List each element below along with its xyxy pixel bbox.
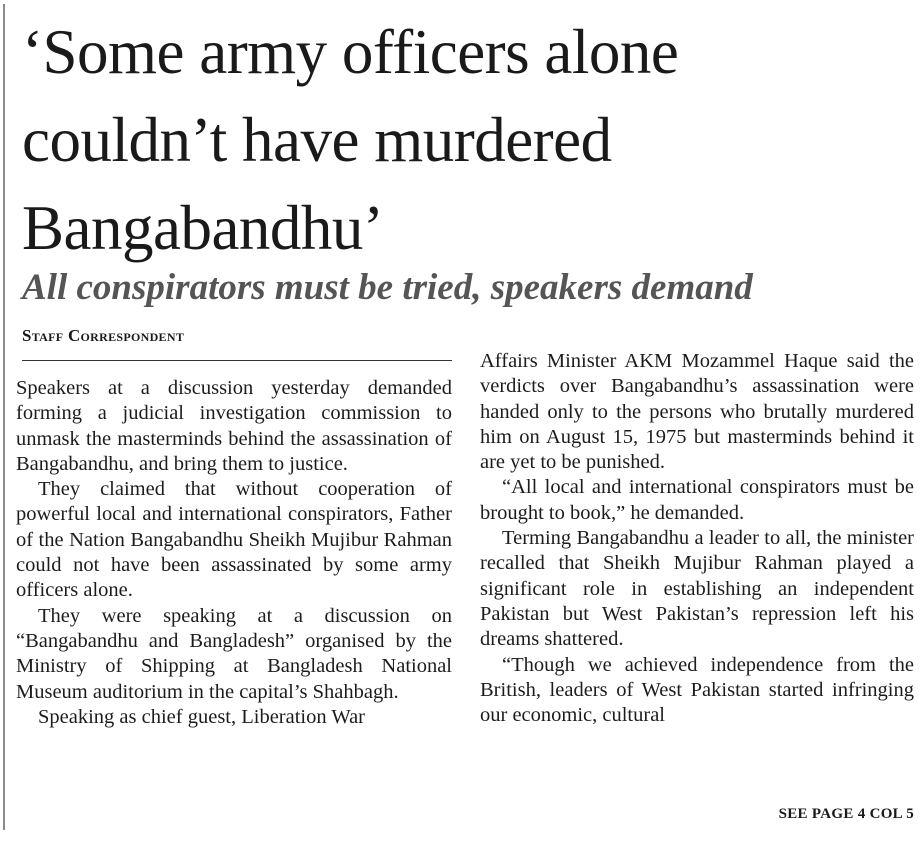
paragraph: Affairs Minister AKM Mozammel Haque said the verdicts over Bangabandhu’s assassination were handed only to the persons who brutally murdered him on August 15, 1975 but masterminds behind it are yet to be punished. — [480, 350, 914, 474]
article-column-1 — [16, 376, 452, 730]
paragraph: Speaking as chief guest, Liberation War — [38, 705, 366, 728]
column-divider-rule — [3, 4, 5, 830]
subheadline: All conspirators must be tried, speakers demand — [22, 267, 753, 308]
paragraph: They claimed that without cooperation of powerful local and international conspirators, Father of the Nation Bangabandhu Sheikh Mujibur Rahman could not have been assassinated by some army officers alone. — [16, 478, 452, 602]
paragraph: They were speaking at a discussion on “Bangabandhu and Bangladesh” organised by the Ministry of Shipping at Bangladesh National Museum auditorium in the capital’s Shahbagh. — [16, 604, 452, 703]
article-column-2 — [480, 349, 914, 728]
paragraph: Speakers at a discussion yesterday demanded forming a judicial investigation commission to unmask the masterminds behind the assassination of Bangabandhu, and bring them to justice. — [16, 377, 452, 475]
headline-line-2: couldn’t have murdered — [22, 105, 612, 175]
byline-rule — [22, 360, 452, 361]
headline-line-3: Bangabandhu’ — [22, 193, 384, 263]
paragraph: “Though we achieved independence from the British, leaders of West Pakistan started infringing our economic, cultural — [480, 653, 914, 727]
headline — [22, 8, 914, 272]
headline-line-1: ‘Some army officers alone — [22, 17, 679, 87]
paragraph: Terming Bangabandhu a leader to all, the minister recalled that Sheikh Mujibur Rahman played a significant role in establishing an independent Pakistan but West Pakistan’s repression left his dreams shattered. — [480, 527, 914, 651]
paragraph: “All local and international conspirators must be brought to book,” he demanded. — [480, 476, 914, 524]
byline: Staff Correspondent — [22, 326, 185, 345]
continuation-jump: SEE PAGE 4 COL 5 — [778, 806, 914, 822]
